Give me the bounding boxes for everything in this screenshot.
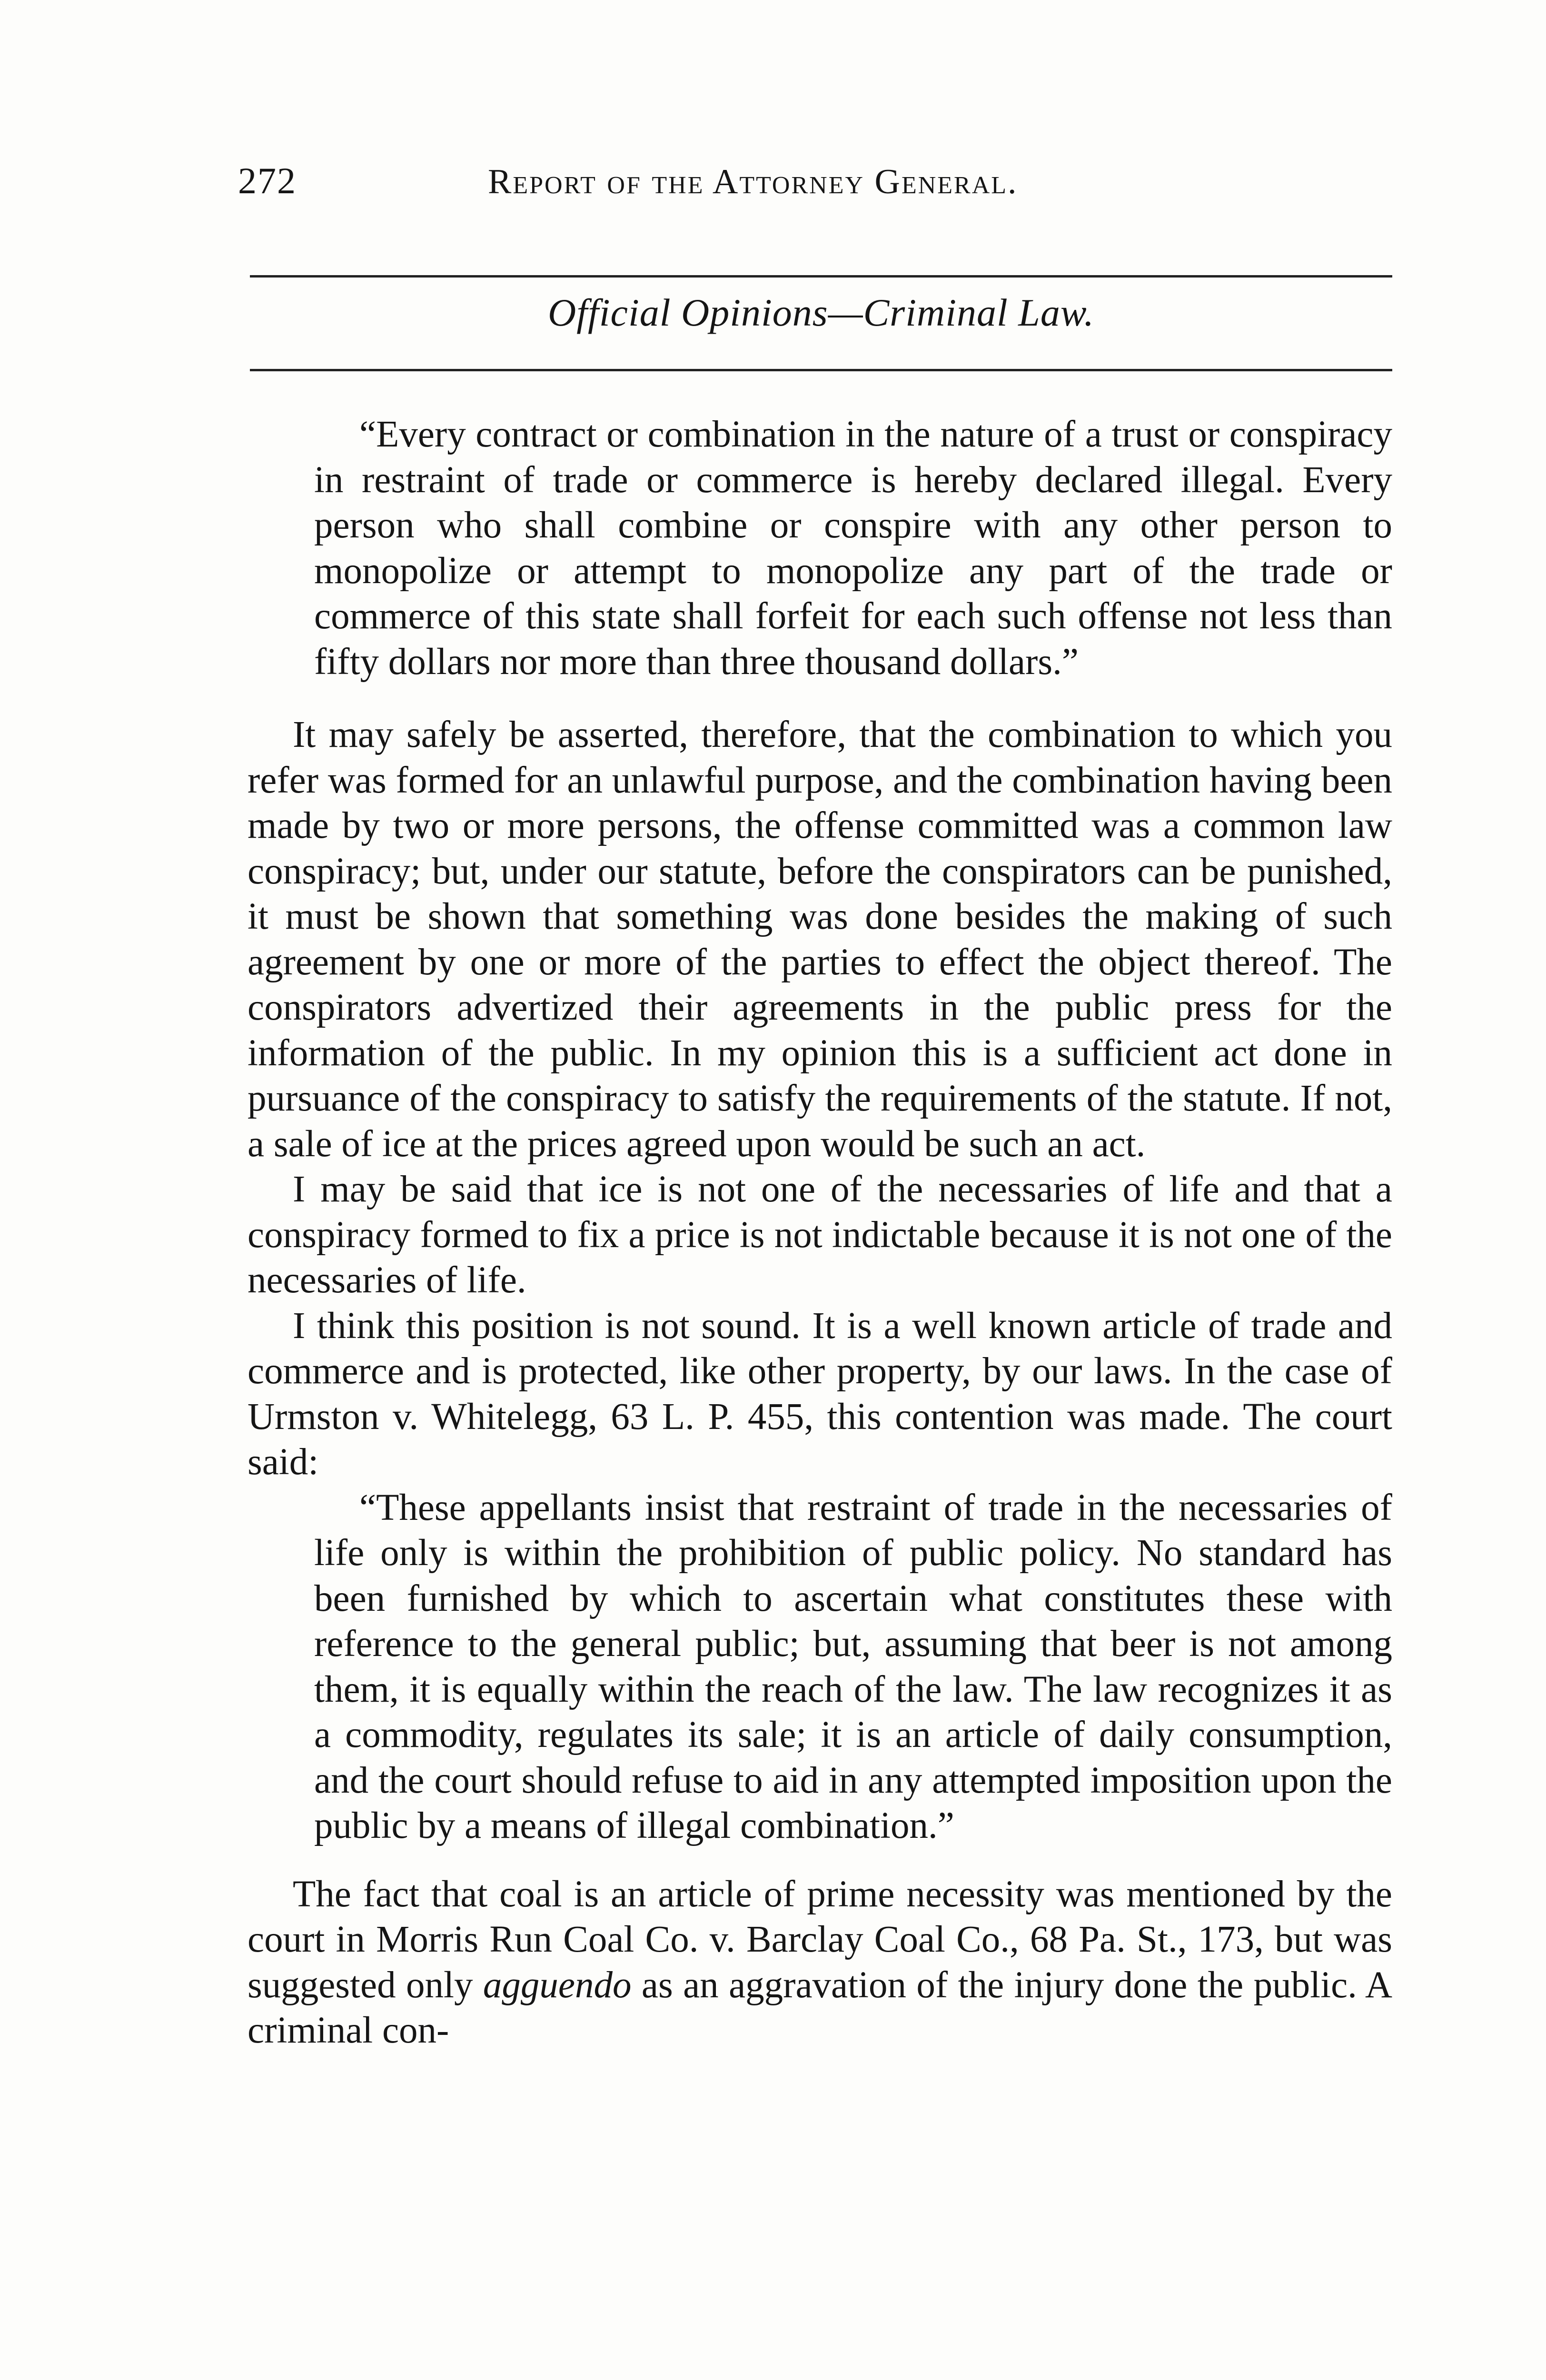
running-title: Report of the Attorney General. <box>488 162 1018 201</box>
page-number: 272 <box>238 160 297 201</box>
header-rule-top <box>250 275 1392 278</box>
paragraph-necessaries: I may be said that ice is not one of the necessaries of life and that a conspiracy formed to fix a price is not indictable because it is not one of the necessaries of life. <box>248 1169 1392 1301</box>
body-text <box>248 412 1392 2053</box>
paragraph-coal <box>248 1872 1392 2053</box>
court-quote: “These appellants insist that restraint of trade in the necessaries of life only is within the prohibition of public policy. No standard has been furnished by which to ascertain what constitutes these with reference to the general public; but, assuming that beer is not among them, it is equally within the reach of the law. The law recognizes it as a commodity, regulates its sale; it is an article of daily consumption, and the court should refuse to aid in any attempted imposition upon the public by a means of illegal combination.” <box>314 1487 1392 1846</box>
section-title: Official Opinions—Criminal Law. <box>547 291 1094 334</box>
paragraph-asserted: It may safely be asserted, therefore, that the combination to which you refer was formed for an unlawful purpose, and the combination having been made by two or more persons, the offense committed was a common law conspiracy; but, under our statute, before the conspirators can be punished, it must be shown that something was done besides the making of such agreement by one or more of the parties to effect the object thereof. The conspirators advertized their agreements in the public press for the information of the public. In my opinion this is a sufficient act done in pursuance of the conspiracy to satisfy the requirements of the statute. If not, a sale of ice at the prices agreed upon would be such an act. <box>248 714 1392 1165</box>
paragraph-coal-start: The fact that coal is an article of prime necessity was mentioned by the court in Morris Run Coal Co. v. Barclay Coal Co., 68 Pa. St., 173, but was suggested only <box>248 1873 1392 2006</box>
paragraph-position: I think this position is not sound. It is a well known article of trade and commerce and is protected, like other property, by our laws. In the case of Urmston v. Whitelegg, 63 L. P. 455, this contention was made. The court said: <box>248 1305 1392 1483</box>
statute-quote: “Every contract or combination in the nature of a trust or conspiracy in restraint of trade or commerce is hereby declared illegal. Every person who shall combine or conspire with any other person to monopolize or attempt to monopolize any part of the trade or commerce of this state shall forfeit for each such offense not less than fifty dollars nor more than three thousand dollars.” <box>314 414 1392 683</box>
header-rule-bottom <box>250 369 1392 371</box>
paragraph-coal-italic: agguendo <box>483 1964 632 2006</box>
paragraph-coal-end: as an aggravation of the injury done the public. A criminal con- <box>248 1964 1392 2051</box>
